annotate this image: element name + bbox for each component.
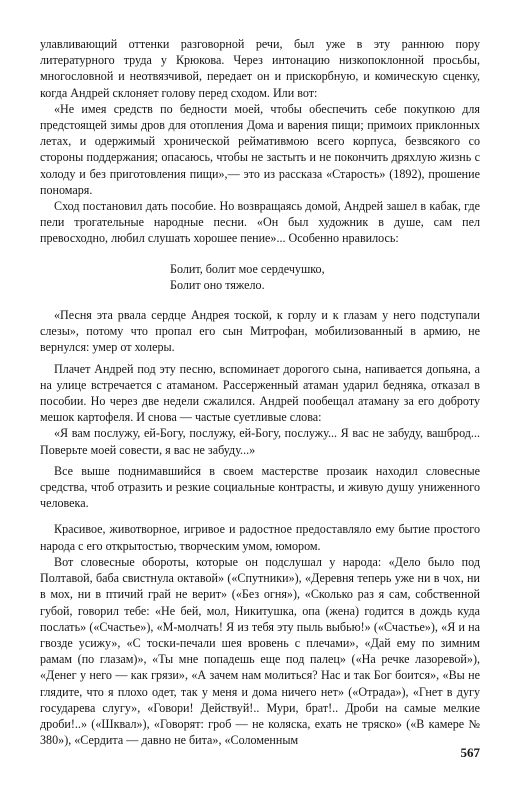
quote-andrey: «Я вам послужу, ей-Богу, послужу, ей-Богу, послужу... Я вас не забуду, вашброд... Поверьте моей совести, я вас не забуду...» bbox=[40, 426, 480, 457]
page-number: 567 bbox=[460, 745, 480, 760]
verse-line: Болит, болит мое сердечушко, bbox=[170, 261, 325, 276]
quote-petition: «Не имея средств по бедности моей, чтобы обеспечить себе покупкою для предстоящей зимы дров для отопления Дома и варения пищи; примоих приклонных летах, и одержимый хронической реймативмою всего корпуса, безвсякого со стороны поддержания; опасаюсь, чтобы не застыть и не покончить дряхлую жизнь с холоду и без приготовления пищи»,— это из рассказа «Старость» (1892), прошение пономаря. bbox=[40, 101, 480, 197]
paragraph: «Песня эта рвала сердце Андрея тоской, к горлу и к глазам у него подступали слезы», потому что пропал его сын Митрофан, мобилизованный в армию, не вернулся: умер от холеры. bbox=[40, 308, 480, 355]
paragraph: Все выше поднимавшийся в своем мастерстве прозаик находил словесные средства, чтоб отразить и резкие социальные контрасты, и живую душу униженного человека. bbox=[40, 463, 480, 511]
paragraph: Плачет Андрей под эту песню, вспоминает дорогого сына, напивается допьяна, а на улице встречается с атаманом. Рассерженный атаман ударил бедняка, отказал в пособии. Но через две недели сжалился. Андрей пообещал атаману за его доброту мешок картофеля. И снова — частые суетливые слова: bbox=[40, 361, 480, 425]
paragraph: улавливающий оттенки разговорной речи, был уже в эту раннюю пору литературного труда у Крюкова. Через интонацию низкопоклонной просьбы, многословной и неотвязчивой, передает он и прискорбную, и комическую сценку, когда Андрей склоняет голову перед сходом. Или вот: bbox=[40, 37, 480, 100]
paragraph: Красивое, животворное, игривое и радостное предоставляло ему бытие простого народа с его открытостью, творческим умом, юмором. bbox=[40, 522, 480, 553]
song-verse bbox=[170, 261, 480, 293]
paragraph: Вот словесные обороты, которые он подслушал у народа: «Дело было под Полтавой, баба свистнула октавой» («Спутники»), «Деревня теперь уже ни в чох, ни в мох, ни в птичий грай не верит» («Без огня»), «Сколько раз я сам, собственной губой, говорил тебе: «Не бей, мол, Никитушка, опа (жена) годится в дождь куда послать» («Счастье»), «М-молчать! Я из тебя эту пыль выбью!» («Счастье»), «Я и на гвоздe усижу», «С тоски-печали шея вровень с плечами», «Дай ему по зимним рамам (по глазам)», «Ты мне попадешь еще под палец» («На речке лазоревой»), «Денег у него — как грязи», «А зачем нам молиться? Нас и так Бог боится», «Вы не глядите, что я плохо одет, так у меня и дома ничего нет» («Отрада»), «Гнет в дугу государева слугу», «Говори! Действуй!.. Мури, брат!.. Дроби на самые мелкие дроби!..» («Шквал»), «Говорят: гроб — не коляска, ехать не тряско» («В камере № 380»), «Сердита — давно не бита», «Соломенным bbox=[40, 554, 480, 748]
verse-line: Болит оно тяжело. bbox=[170, 277, 265, 292]
paragraph: Сход постановил дать пособие. Но возвращаясь домой, Андрей зашел в кабак, где пели трогательные народные песни. «Он был художник в душе, сам пел превосходно, любил слушать хорошее пение»... Особенно нравилось: bbox=[40, 199, 480, 246]
body-text bbox=[40, 36, 480, 748]
